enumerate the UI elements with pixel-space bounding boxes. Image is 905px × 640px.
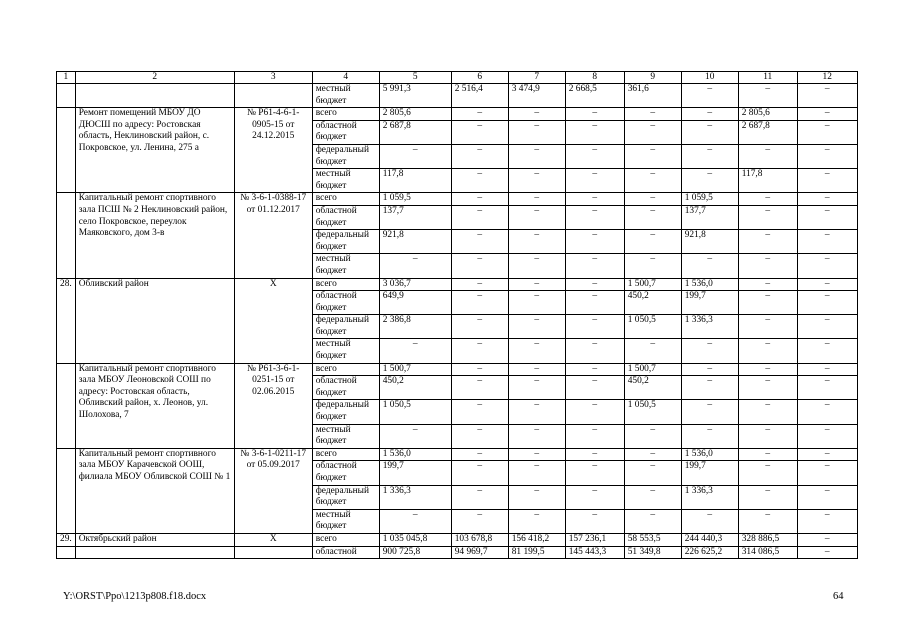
value-cell: – (681, 108, 738, 121)
column-number-cell: 8 (565, 72, 624, 84)
value-cell: – (797, 108, 857, 121)
value-cell: – (451, 448, 508, 461)
value-cell: – (508, 254, 565, 278)
value-cell: – (738, 205, 797, 229)
value-cell: – (738, 400, 797, 424)
value-cell: – (797, 546, 857, 559)
value-cell: – (738, 291, 797, 315)
funding-source-cell: областной бюджет (312, 461, 379, 485)
value-cell: – (508, 315, 565, 339)
value-cell: 1 536,0 (681, 278, 738, 291)
value-cell: 199,7 (379, 461, 451, 485)
value-cell: 1 050,5 (624, 315, 681, 339)
value-cell: – (624, 448, 681, 461)
value-cell: – (451, 485, 508, 509)
value-cell: 226 625,2 (681, 546, 738, 559)
value-cell: – (508, 363, 565, 376)
object-name-cell: Октябрьский район (75, 533, 234, 546)
table-row (57, 363, 858, 376)
object-name-cell (75, 546, 234, 559)
value-cell: 2 687,8 (738, 120, 797, 144)
value-cell: – (738, 144, 797, 168)
funding-source-cell: всего (312, 533, 379, 546)
row-number-cell (57, 448, 76, 533)
value-cell: 1 500,7 (624, 363, 681, 376)
row-number-cell (57, 84, 76, 108)
value-cell: – (508, 376, 565, 400)
column-number-cell: 7 (508, 72, 565, 84)
value-cell: 156 418,2 (508, 533, 565, 546)
value-cell: – (451, 278, 508, 291)
value-cell: – (565, 400, 624, 424)
value-cell: – (451, 376, 508, 400)
value-cell: – (508, 461, 565, 485)
value-cell: – (565, 509, 624, 533)
value-cell: – (738, 230, 797, 254)
column-number-cell: 3 (234, 72, 312, 84)
value-cell: – (451, 120, 508, 144)
value-cell: – (797, 254, 857, 278)
value-cell: – (508, 509, 565, 533)
value-cell: – (797, 424, 857, 448)
row-number-cell (57, 363, 76, 448)
row-number-cell (57, 193, 76, 278)
value-cell: – (797, 461, 857, 485)
funding-source-cell: местный бюджет (312, 254, 379, 278)
value-cell: – (738, 315, 797, 339)
value-cell: – (508, 108, 565, 121)
value-cell: 649,9 (379, 291, 451, 315)
value-cell: 2 386,8 (379, 315, 451, 339)
document-number-cell: № Р61-4-6-1-0905-15 от 24.12.2015 (234, 108, 312, 193)
value-cell: – (738, 461, 797, 485)
value-cell: 450,2 (624, 291, 681, 315)
value-cell: – (624, 120, 681, 144)
value-cell: – (624, 144, 681, 168)
value-cell: – (451, 291, 508, 315)
table-row (57, 84, 858, 108)
value-cell: – (797, 315, 857, 339)
value-cell: – (379, 144, 451, 168)
value-cell: – (681, 84, 738, 108)
value-cell: – (624, 509, 681, 533)
value-cell: – (797, 485, 857, 509)
column-number-cell: 9 (624, 72, 681, 84)
value-cell: – (508, 193, 565, 206)
value-cell: – (797, 205, 857, 229)
value-cell: – (624, 339, 681, 363)
row-number-cell: 28. (57, 278, 76, 363)
value-cell: – (738, 485, 797, 509)
value-cell: 1 050,5 (624, 400, 681, 424)
object-name-cell: Капитальный ремонт спортивного зала МБОУ Леоновской СОШ по адресу: Ростовская область, Обливский район, х. Леонов, ул. Шолохова, 7 (75, 363, 234, 448)
value-cell: – (565, 376, 624, 400)
value-cell: – (797, 230, 857, 254)
value-cell: – (681, 509, 738, 533)
value-cell: – (738, 339, 797, 363)
value-cell: 58 553,5 (624, 533, 681, 546)
value-cell: – (508, 339, 565, 363)
value-cell: – (451, 461, 508, 485)
value-cell: – (681, 424, 738, 448)
column-number-cell: 4 (312, 72, 379, 84)
document-number-cell: № 3-6-1-0388-17 от 01.12.2017 (234, 193, 312, 278)
value-cell: – (379, 509, 451, 533)
document-number-cell: Х (234, 533, 312, 546)
header-row (57, 72, 858, 84)
value-cell: 103 678,8 (451, 533, 508, 546)
value-cell: 2 805,6 (379, 108, 451, 121)
value-cell: 81 199,5 (508, 546, 565, 559)
value-cell: – (797, 339, 857, 363)
funding-source-cell: областной бюджет (312, 205, 379, 229)
value-cell: – (565, 144, 624, 168)
value-cell: 199,7 (681, 291, 738, 315)
value-cell: – (738, 376, 797, 400)
value-cell: – (681, 254, 738, 278)
value-cell: – (508, 448, 565, 461)
value-cell: – (738, 509, 797, 533)
value-cell: – (738, 254, 797, 278)
value-cell: – (565, 108, 624, 121)
value-cell: 2 805,6 (738, 108, 797, 121)
funding-source-cell: всего (312, 448, 379, 461)
funding-source-cell: местный бюджет (312, 509, 379, 533)
funding-source-cell: федеральный бюджет (312, 315, 379, 339)
value-cell: 314 086,5 (738, 546, 797, 559)
object-name-cell: Капитальный ремонт спортивного зала ПСШ № 2 Неклиновский район, село Покровское, переулок Маяковского, дом 3-в (75, 193, 234, 278)
value-cell: – (451, 315, 508, 339)
funding-source-cell: всего (312, 193, 379, 206)
value-cell: – (624, 108, 681, 121)
budget-table (56, 71, 858, 559)
value-cell: – (624, 193, 681, 206)
value-cell: 51 349,8 (624, 546, 681, 559)
funding-source-cell: областной бюджет (312, 291, 379, 315)
document-number-cell: № 3-6-1-0211-17 от 05.09.2017 (234, 448, 312, 533)
value-cell: – (738, 278, 797, 291)
value-cell: – (681, 120, 738, 144)
value-cell: – (624, 424, 681, 448)
value-cell: – (508, 424, 565, 448)
value-cell: 244 440,3 (681, 533, 738, 546)
object-name-cell: Обливский район (75, 278, 234, 363)
row-number-cell (57, 546, 76, 559)
value-cell: – (451, 254, 508, 278)
value-cell: – (565, 230, 624, 254)
funding-source-cell: федеральный бюджет (312, 230, 379, 254)
object-name-cell: Ремонт помещений МБОУ ДО ДЮСШ по адресу: Ростовская область, Неклиновский район, с. Покровское, ул. Ленина, 275 а (75, 108, 234, 193)
value-cell: 450,2 (379, 376, 451, 400)
value-cell: – (797, 84, 857, 108)
value-cell: 921,8 (681, 230, 738, 254)
document-number-cell (234, 546, 312, 559)
value-cell: – (797, 120, 857, 144)
document-number-cell: Х (234, 278, 312, 363)
value-cell: 2 687,8 (379, 120, 451, 144)
funding-source-cell: местный бюджет (312, 424, 379, 448)
column-number-cell: 6 (451, 72, 508, 84)
column-number-cell: 11 (738, 72, 797, 84)
document-path: Y:\ORST\Ppo\1213p808.f18.docx (63, 591, 207, 602)
value-cell: – (508, 205, 565, 229)
value-cell: – (681, 339, 738, 363)
document-number-cell: № Р61-3-6-1-0251-15 от 02.06.2015 (234, 363, 312, 448)
value-cell: – (681, 400, 738, 424)
value-cell: – (451, 509, 508, 533)
value-cell: – (451, 230, 508, 254)
table-row (57, 193, 858, 206)
value-cell: 1 050,5 (379, 400, 451, 424)
value-cell: 1 336,3 (379, 485, 451, 509)
page-number: 64 (833, 591, 844, 602)
funding-source-cell: местный бюджет (312, 84, 379, 108)
value-cell: 450,2 (624, 376, 681, 400)
value-cell: – (738, 424, 797, 448)
value-cell: – (624, 461, 681, 485)
value-cell: – (624, 205, 681, 229)
value-cell: 145 443,3 (565, 546, 624, 559)
value-cell: – (797, 291, 857, 315)
value-cell: 328 886,5 (738, 533, 797, 546)
funding-source-cell: местный бюджет (312, 169, 379, 193)
value-cell: 3 036,7 (379, 278, 451, 291)
value-cell: – (451, 363, 508, 376)
value-cell: – (565, 254, 624, 278)
value-cell: – (681, 144, 738, 168)
value-cell: – (379, 424, 451, 448)
value-cell: – (565, 278, 624, 291)
value-cell: – (565, 205, 624, 229)
value-cell: 2 516,4 (451, 84, 508, 108)
value-cell: – (797, 509, 857, 533)
value-cell: 1 536,0 (379, 448, 451, 461)
value-cell: – (565, 461, 624, 485)
funding-source-cell: областной бюджет (312, 376, 379, 400)
value-cell: 137,7 (379, 205, 451, 229)
value-cell: 1 500,7 (379, 363, 451, 376)
object-name-cell (75, 84, 234, 108)
value-cell: – (797, 448, 857, 461)
value-cell: – (508, 120, 565, 144)
value-cell: – (508, 144, 565, 168)
value-cell: – (508, 278, 565, 291)
value-cell: 1 059,5 (379, 193, 451, 206)
funding-source-cell: всего (312, 363, 379, 376)
value-cell: 3 474,9 (508, 84, 565, 108)
funding-source-cell: всего (312, 278, 379, 291)
funding-source-cell: федеральный бюджет (312, 485, 379, 509)
row-number-cell: 29. (57, 533, 76, 546)
value-cell: 1 336,3 (681, 485, 738, 509)
value-cell: 1 035 045,8 (379, 533, 451, 546)
value-cell: 1 500,7 (624, 278, 681, 291)
value-cell: – (508, 400, 565, 424)
value-cell: – (797, 169, 857, 193)
value-cell: – (565, 315, 624, 339)
value-cell: – (565, 193, 624, 206)
value-cell: 157 236,1 (565, 533, 624, 546)
value-cell: – (624, 169, 681, 193)
value-cell: 94 969,7 (451, 546, 508, 559)
column-number-cell: 10 (681, 72, 738, 84)
value-cell: – (797, 363, 857, 376)
table-row (57, 533, 858, 546)
value-cell: – (738, 448, 797, 461)
document-number-cell (234, 84, 312, 108)
funding-source-cell: местный бюджет (312, 339, 379, 363)
value-cell: – (624, 254, 681, 278)
value-cell: 5 991,3 (379, 84, 451, 108)
value-cell: – (508, 485, 565, 509)
value-cell: – (624, 485, 681, 509)
value-cell: 921,8 (379, 230, 451, 254)
value-cell: – (624, 230, 681, 254)
value-cell: – (797, 193, 857, 206)
funding-source-cell: федеральный бюджет (312, 144, 379, 168)
value-cell: – (565, 424, 624, 448)
value-cell: – (797, 533, 857, 546)
value-cell: – (681, 363, 738, 376)
value-cell: – (451, 169, 508, 193)
value-cell: – (565, 291, 624, 315)
value-cell: 117,8 (379, 169, 451, 193)
value-cell: – (451, 205, 508, 229)
funding-source-cell: федеральный бюджет (312, 400, 379, 424)
table-row (57, 546, 858, 559)
value-cell: 361,6 (624, 84, 681, 108)
column-number-cell: 5 (379, 72, 451, 84)
value-cell: – (508, 169, 565, 193)
value-cell: – (738, 193, 797, 206)
value-cell: – (565, 169, 624, 193)
value-cell: – (797, 144, 857, 168)
value-cell: – (565, 448, 624, 461)
value-cell: 1 536,0 (681, 448, 738, 461)
funding-source-cell: всего (312, 108, 379, 121)
value-cell: – (451, 144, 508, 168)
value-cell: 2 668,5 (565, 84, 624, 108)
value-cell: – (565, 363, 624, 376)
value-cell: – (379, 339, 451, 363)
value-cell: – (451, 108, 508, 121)
value-cell: 1 059,5 (681, 193, 738, 206)
value-cell: – (451, 424, 508, 448)
value-cell: – (565, 339, 624, 363)
value-cell: 1 336,3 (681, 315, 738, 339)
value-cell: – (565, 120, 624, 144)
value-cell: – (797, 278, 857, 291)
value-cell: – (797, 400, 857, 424)
funding-source-cell: областной (312, 546, 379, 559)
value-cell: – (508, 291, 565, 315)
value-cell: – (681, 376, 738, 400)
funding-source-cell: областной бюджет (312, 120, 379, 144)
column-number-cell: 2 (75, 72, 234, 84)
row-number-cell (57, 108, 76, 193)
table-row (57, 108, 858, 121)
value-cell: 900 725,8 (379, 546, 451, 559)
object-name-cell: Капитальный ремонт спортивного зала МБОУ Карачевской ООШ, филиала МБОУ Обливской СОШ № 1 (75, 448, 234, 533)
value-cell: 199,7 (681, 461, 738, 485)
table-row (57, 448, 858, 461)
value-cell: – (797, 376, 857, 400)
value-cell: – (451, 339, 508, 363)
value-cell: – (379, 254, 451, 278)
value-cell: – (565, 485, 624, 509)
value-cell: – (738, 363, 797, 376)
value-cell: – (451, 193, 508, 206)
column-number-cell: 1 (57, 72, 76, 84)
value-cell: – (508, 230, 565, 254)
value-cell: – (738, 84, 797, 108)
value-cell: 137,7 (681, 205, 738, 229)
column-number-cell: 12 (797, 72, 857, 84)
table-row (57, 278, 858, 291)
value-cell: – (451, 400, 508, 424)
value-cell: 117,8 (738, 169, 797, 193)
value-cell: – (681, 169, 738, 193)
